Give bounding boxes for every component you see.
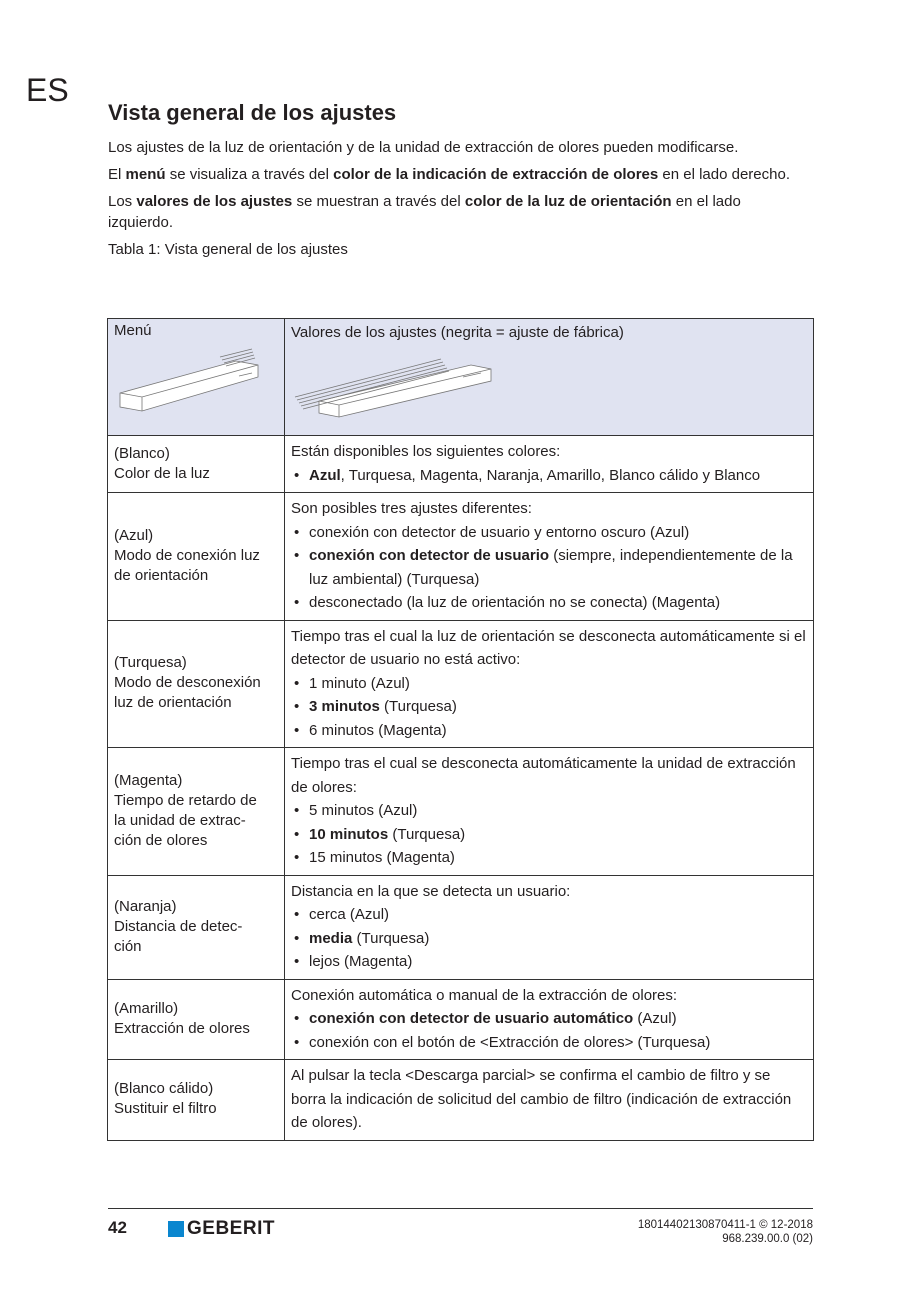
text-segment: 5 minutos (Azul): [309, 802, 418, 819]
text-segment: 1 minuto (Azul): [309, 674, 410, 692]
text-segment: se muestran a través del: [292, 193, 465, 210]
table-row: [108, 620, 814, 748]
values-description: Al pulsar la tecla <Descarga parcial> se confirma el cambio de filtro y se borra la indicación de solicitud del cambio de filtro (indicación de extracción de olores).: [291, 1067, 792, 1131]
table-header-row: [108, 319, 814, 436]
intro-paragraph: [108, 137, 808, 158]
document-number: 968.239.00.0 (02): [722, 1233, 813, 1245]
menu-label: (Blanco): [114, 444, 170, 462]
menu-label: (Turquesa): [114, 654, 187, 672]
menu-label: (Blanco cálido): [114, 1080, 214, 1098]
values-list: [291, 903, 807, 974]
list-item: [291, 823, 807, 847]
text-segment: conexión con detector de usuario y entorno oscuro (Azul): [309, 523, 690, 541]
menu-cell: [108, 979, 285, 1060]
values-list: [291, 799, 807, 870]
bold-text: 10 minutos: [309, 825, 389, 843]
list-item: [291, 799, 807, 823]
menu-label: Color de la luz: [114, 464, 210, 482]
menu-label: ción: [114, 937, 142, 955]
header-values-label: Valores de los ajustes (negrita = ajuste de fábrica): [291, 324, 624, 341]
values-description: Tiempo tras el cual se desconecta automáticamente la unidad de extracción de olores:: [291, 755, 796, 796]
header-values-cell: [285, 319, 814, 436]
text-segment: cerca (Azul): [309, 906, 390, 923]
values-cell: [285, 748, 814, 876]
table-row: [108, 1060, 814, 1141]
menu-cell: [108, 620, 285, 748]
brand-logo: [168, 1218, 275, 1240]
header-menu-label: Menú: [114, 322, 152, 339]
menu-label: ción de olores: [114, 831, 208, 849]
text-segment: (Azul): [633, 1010, 677, 1027]
footer-divider: [108, 1208, 813, 1209]
values-cell: [285, 875, 814, 979]
table-caption: Tabla 1: Vista general de los ajustes: [108, 241, 348, 258]
text-segment: Los: [108, 193, 137, 210]
document-code: 18014402130870411-1 © 12-2018: [637, 1219, 813, 1231]
bold-text: media: [309, 929, 353, 947]
values-cell: [285, 979, 814, 1060]
text-segment: (siempre, independientemente de la luz ambiental) (Turquesa): [309, 547, 793, 588]
brand-name: GEBERIT: [187, 1218, 275, 1239]
list-item: [291, 719, 807, 743]
values-list: [291, 672, 807, 743]
intro-text: [108, 137, 808, 266]
list-item: [291, 464, 807, 488]
page-title: Vista general de los ajustes: [108, 100, 397, 125]
bold-text: color de la indicación de extracción de olores: [333, 166, 659, 183]
language-code: ES: [26, 72, 69, 108]
list-item: [291, 544, 807, 591]
device-illustration-menu: [114, 341, 274, 419]
text-segment: Los ajustes de la luz de orientación y de la unidad de extracción de olores pueden modificarse.: [108, 139, 739, 156]
text-segment: El: [108, 166, 126, 183]
text-segment: (Turquesa): [352, 929, 430, 947]
text-segment: se visualiza a través del: [165, 166, 334, 183]
values-cell: [285, 436, 814, 493]
menu-label: Modo de conexión luz: [114, 546, 260, 564]
menu-label: Modo de desconexión: [114, 674, 261, 692]
list-item: [291, 950, 807, 974]
menu-label: Extracción de olores: [114, 1019, 250, 1037]
list-item: [291, 846, 807, 870]
menu-label: (Amarillo): [114, 999, 179, 1017]
values-list: [291, 464, 807, 488]
text-segment: 15 minutos (Magenta): [309, 849, 455, 866]
text-segment: en el lado izquierdo.: [108, 193, 741, 231]
values-description: Distancia en la que se detecta un usuario:: [291, 882, 571, 900]
menu-label: Tiempo de retardo de: [114, 791, 257, 809]
list-item: [291, 521, 807, 545]
menu-label: (Azul): [114, 526, 154, 544]
bold-text: 3 minutos: [309, 698, 380, 715]
list-item: [291, 672, 807, 696]
menu-label: (Naranja): [114, 897, 177, 915]
table-row: [108, 875, 814, 979]
text-segment: , Turquesa, Magenta, Naranja, Amarillo, Blanco cálido y Blanco: [340, 466, 761, 484]
menu-label: de orientación: [114, 566, 209, 584]
menu-label: Distancia de detec-: [114, 917, 243, 935]
logo-square-icon: [168, 1221, 184, 1237]
menu-cell: [108, 1060, 285, 1141]
values-description: Son posibles tres ajustes diferentes:: [291, 500, 532, 517]
values-description: Están disponibles los siguientes colores:: [291, 443, 561, 460]
values-description: Conexión automática o manual de la extracción de olores:: [291, 986, 678, 1004]
document-id: [638, 1218, 813, 1246]
table-row: [108, 979, 814, 1060]
list-item: [291, 927, 807, 951]
menu-label: luz de orientación: [114, 694, 232, 712]
bold-text: valores de los ajustes: [136, 193, 293, 210]
table-row: [108, 436, 814, 493]
list-item: [291, 903, 807, 927]
page-number: 42: [108, 1218, 127, 1237]
device-illustration-values: [291, 345, 511, 423]
list-item: [291, 695, 807, 719]
list-item: [291, 1031, 807, 1055]
menu-cell: [108, 748, 285, 876]
text-segment: en el lado derecho.: [658, 166, 790, 183]
text-segment: (Turquesa): [388, 825, 466, 843]
menu-label: (Magenta): [114, 771, 183, 789]
values-list: [291, 521, 807, 615]
values-cell: [285, 1060, 814, 1141]
menu-label: la unidad de extrac-: [114, 811, 246, 829]
intro-paragraph: [108, 164, 808, 185]
text-segment: 6 minutos (Magenta): [309, 721, 447, 739]
list-item: [291, 1007, 807, 1031]
values-cell: [285, 620, 814, 748]
header-menu-cell: [108, 319, 285, 436]
text-segment: (Turquesa): [379, 698, 457, 715]
bold-text: conexión con detector de usuario: [309, 547, 550, 564]
intro-paragraph: [108, 191, 808, 233]
values-cell: [285, 493, 814, 621]
settings-table: [107, 318, 814, 1141]
menu-cell: [108, 493, 285, 621]
bold-text: Azul: [309, 466, 341, 484]
values-list: [291, 1007, 807, 1054]
bold-text: color de la luz de orientación: [464, 193, 672, 210]
table-row: [108, 748, 814, 876]
bold-text: conexión con detector de usuario automático: [309, 1010, 634, 1027]
text-segment: desconectado (la luz de orientación no se conecta) (Magenta): [309, 594, 721, 611]
menu-cell: [108, 875, 285, 979]
menu-cell: [108, 436, 285, 493]
menu-label: Sustituir el filtro: [114, 1100, 217, 1118]
text-segment: conexión con el botón de <Extracción de olores> (Turquesa): [309, 1033, 711, 1051]
text-segment: lejos (Magenta): [309, 953, 413, 970]
table-row: [108, 493, 814, 621]
bold-text: menú: [125, 166, 166, 183]
values-description: Tiempo tras el cual la luz de orientación se desconecta automáticamente si el detector de usuario no está activo:: [291, 627, 806, 668]
list-item: [291, 591, 807, 615]
